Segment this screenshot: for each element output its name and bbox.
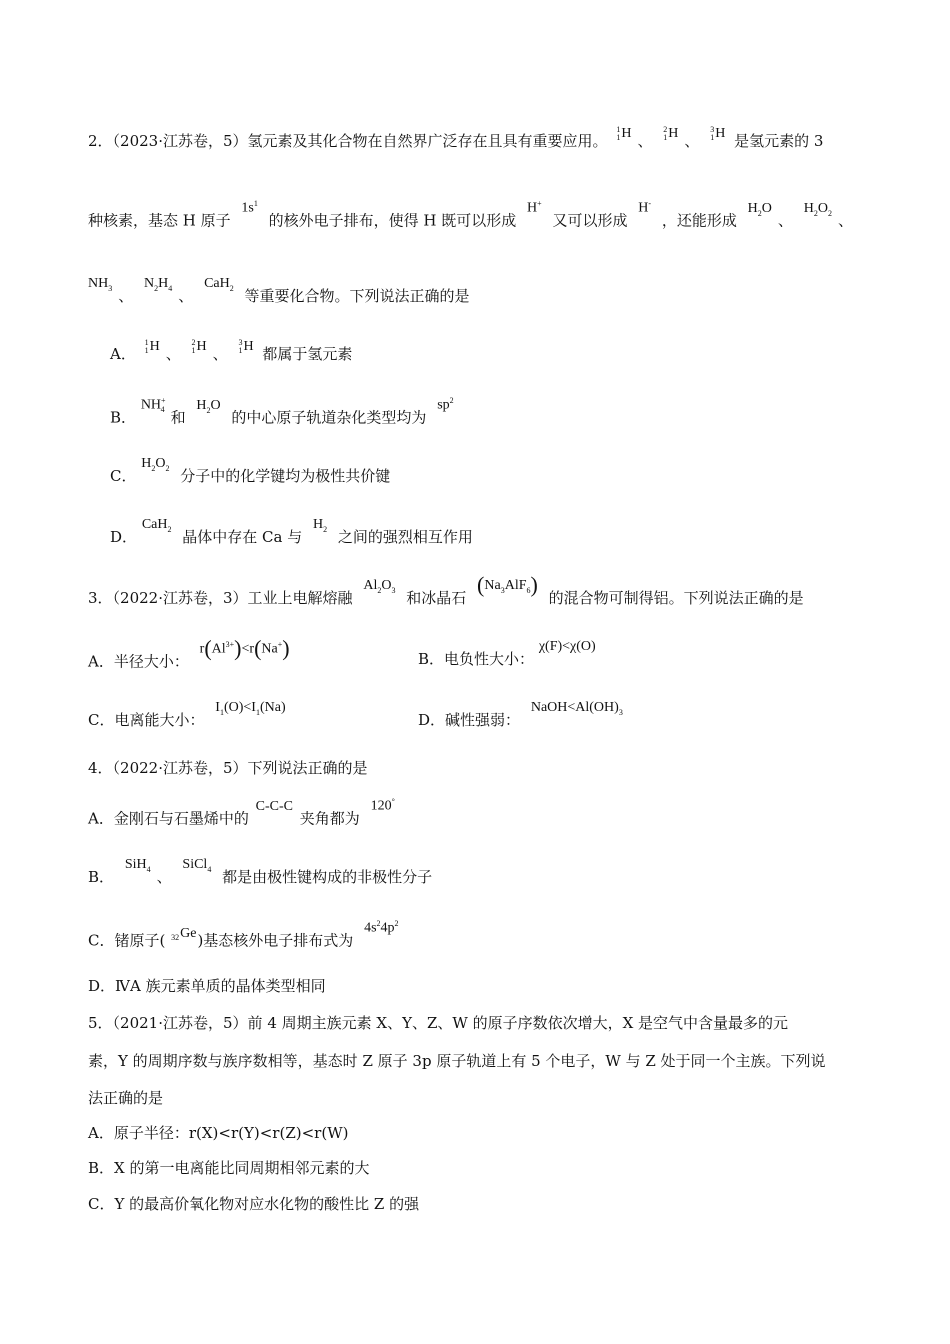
q2-text: 氢元素及其化合物在自然界广泛存在且具有重要应用。 <box>247 132 608 150</box>
option-label: C． <box>110 467 137 485</box>
q5-option-c: C．Y 的最高价氧化物对应水化物的酸性比 Z 的强 <box>88 1195 420 1213</box>
q3-number: 3． <box>88 589 113 607</box>
q2-option-b: B． $NH^+_4$ 和 $H_2O$ 的中心原子轨道杂化类型均为 $sp^2$ <box>110 405 460 434</box>
q2-option-a: A． 1 1 H 、 2 1 H 、 3 1 H 都属于氢元素 <box>110 338 353 363</box>
formula-h2o2: $H_2O_2$ <box>803 200 832 218</box>
formula-nh3: $NH_3$ <box>88 276 113 293</box>
formula-ionization: $I_1(O)<I_1(Na)$ <box>215 700 286 717</box>
formula-ge-config: $4s^24p^2$ <box>364 919 399 936</box>
option-label: B． <box>418 650 445 668</box>
option-label: C． <box>88 711 115 729</box>
q5-line1: 5．（2021·江苏卷，5）前 4 周期主族元素 X、Y、Z、W 的原子序数依次增大，X 是空气中含量最多的元 <box>88 1014 789 1032</box>
option-label: B． <box>88 868 115 886</box>
formula-n2h4: $N_2H_4$ <box>144 276 173 293</box>
q5-number: 5． <box>88 1014 113 1032</box>
q3-option-a: A．半径大小： $r(Al^{3+})<r(Na^+)$ <box>88 635 290 671</box>
q2-line1-end: 是氢元素的 3 <box>734 132 824 150</box>
option-label: D． <box>418 711 446 729</box>
formula-al2o3: $Al_2O_3$ <box>363 578 396 595</box>
q2-number: 2． <box>88 132 113 150</box>
option-label: B． <box>88 1159 115 1177</box>
formula-cah2-d: CaH$_2$ <box>141 517 172 534</box>
q2-line1: 2．（2023·江苏卷，5）氢元素及其化合物在自然界广泛存在且具有重要应用。 1 1 H 、 2 1 H 、 3 1 H 是氢元素的 3 <box>88 125 824 150</box>
q4-option-a: A．金刚石与石墨烯中的 C-C-C 夹角都为 120° <box>88 806 401 831</box>
option-label: C． <box>88 1195 115 1213</box>
option-label: A． <box>88 1124 114 1142</box>
q3-option-b: B．电负性大小： χ(F)<χ(O) <box>418 639 596 668</box>
formula-ccc: C-C-C <box>255 798 293 814</box>
isotope-h1-a: 1 1 H <box>144 338 160 355</box>
option-label: D． <box>88 977 116 995</box>
q3-stem: 3．（2022·江苏卷，3）工业上电解熔融 $Al_2O_3$ 和冰晶石 $(Na_3AlF_6)$ 的混合物可制得铝。下列说法正确的是 <box>88 572 804 607</box>
option-label: C． <box>88 931 115 950</box>
option-label: B． <box>110 408 137 427</box>
formula-basicity: $NaOH<Al(OH)_3$ <box>530 700 623 717</box>
q5-option-a: A．原子半径：r(X)<r(Y)<r(Z)<r(W) <box>88 1124 349 1142</box>
q5-line2: 素，Y 的周期序数与族序数相等，基态时 Z 原子 3p 原子轨道上有 5 个电子，W 与 Z 处于同一个主族。下列说 <box>88 1052 826 1070</box>
q4-option-c: C．锗原子( 32 Ge )基态核外电子排布式为 $4s^24p^2$ <box>88 928 405 956</box>
q2-source: （2023·江苏卷，5） <box>112 132 248 150</box>
q4-stem: 4．（2022·江苏卷，5）下列说法正确的是 <box>88 759 368 777</box>
formula-h-minus: H- <box>638 199 652 216</box>
formula-h2o: $H_2O$ <box>747 200 772 218</box>
option-label: A． <box>88 652 114 671</box>
q4-option-d: D．ⅣA 族元素单质的晶体类型相同 <box>88 977 326 995</box>
option-label: D． <box>110 528 138 546</box>
formula-sicl4: SiCl$_4$ <box>182 857 212 874</box>
formula-ge: 32 Ge <box>171 925 197 942</box>
formula-radius: $r(Al^{3+})<r(Na^+)$ <box>199 635 290 661</box>
q5-source: （2021·江苏卷，5） <box>112 1014 248 1032</box>
isotope-h3: 3 1 H <box>710 125 726 142</box>
formula-h2o-b: $H_2O$ <box>196 397 221 415</box>
formula-cah2: CaH$_2$ <box>204 276 234 293</box>
formula-electronegativity: χ(F)<χ(O) <box>538 639 596 654</box>
q2-line3: $NH_3$ 、 $N_2H_4$ 、 CaH$_2$ 等重要化合物。下列说法正确的是 <box>88 276 470 305</box>
q4-option-b: B． SiH$_4$ 、 SiCl$_4$ 都是由极性键构成的非极性分子 <box>88 857 433 886</box>
formula-cryolite: $(Na_3AlF_6)$ <box>477 572 538 597</box>
q3-option-c: C．电离能大小： $I_1(O)<I_1(Na)$ <box>88 700 286 729</box>
q3-option-d: D．碱性强弱： $NaOH<Al(OH)_3$ <box>418 700 623 729</box>
option-label: A． <box>88 809 114 828</box>
q2-option-c: C． $H_2O_2$ 分子中的化学键均为极性共价键 <box>110 456 391 485</box>
q2-line2: 种核素，基态 H 原子 $1s^1$ 的核外电子排布，使得 H 既可以形成 H+ 又可以形成 H- ，还能形成 $H_2O$、 $H_2O_2$ 、 <box>88 208 853 237</box>
formula-h-plus: H+ <box>527 199 542 216</box>
isotope-h3-a: 3 1 H <box>238 338 254 355</box>
formula-h2o2-c: $H_2O_2$ <box>141 456 170 473</box>
formula-nh4-plus: $NH^+_4$ <box>140 396 166 415</box>
formula-sih4: SiH$_4$ <box>124 857 151 874</box>
option-label: A． <box>110 345 136 363</box>
q3-source: （2022·江苏卷，3） <box>112 589 248 607</box>
formula-1s1: $1s^1$ <box>241 199 258 216</box>
formula-sp2: $sp^2$ <box>437 396 454 413</box>
isotope-h1: 1 1 H <box>616 125 632 142</box>
q4-source: （2022·江苏卷，5） <box>112 759 248 777</box>
isotope-h2: 2 1 H <box>663 125 679 142</box>
q4-number: 4． <box>88 759 113 777</box>
formula-angle: 120° <box>370 797 395 814</box>
q2-option-d: D． CaH$_2$ 晶体中存在 Ca 与 $H_2$ 之间的强烈相互作用 <box>110 517 473 546</box>
isotope-h2-a: 2 1 H <box>191 338 207 355</box>
q5-line3: 法正确的是 <box>88 1089 164 1107</box>
q5-option-b: B．X 的第一电离能比同周期相邻元素的大 <box>88 1159 370 1177</box>
formula-h2: $H_2$ <box>313 517 328 534</box>
